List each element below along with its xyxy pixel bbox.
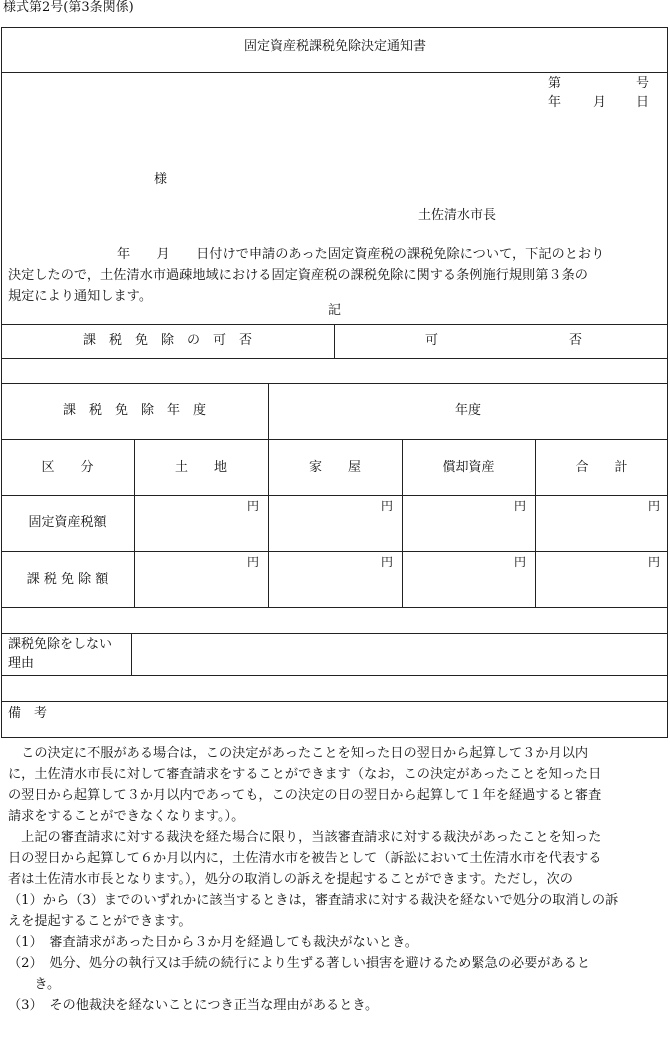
ki-label: 記 [328,303,342,318]
notice-item-2: （2） 処分、処分の執行又は手続の続行により生ずる著しい損害を避けるため緊急の必要があると [8,956,591,971]
notice-line: 請求をすることができなくなります。）。 [8,809,245,824]
yen-unit: 円 [648,499,661,513]
notice-item-1: （1） 審査請求があった日から３か月を経過しても裁決がないとき。 [8,935,418,950]
notice-line: に，土佐清水市長に対して審査請求をすることができます（なお，この決定があったことを知った日 [8,767,602,782]
appeal-notice [8,743,668,1016]
addressee-suffix: 様 [154,172,168,187]
body-line: 規定により通知します。 [8,289,153,304]
notice-line: この決定に不服がある場合は，この決定があったことを知った日の翌日から起算して３か月以内 [8,746,589,761]
issuer-name: 土佐清水市長 [418,208,497,223]
body-line: 年 月 日付けで申請のあった固定資産税の課税免除について，下記のとおり [117,247,605,262]
yen-unit: 円 [648,555,661,569]
date-year: 年 [548,95,562,110]
year-value: 年度 [454,403,481,418]
row-label-exemption-amount: 課 税 免 除 額 [26,572,109,587]
row-label-tax-amount: 固定資産税額 [28,515,107,530]
yen-unit: 円 [381,555,394,569]
body-paragraph [8,244,664,307]
yen-unit: 円 [247,499,260,513]
rule-approval-bottom [1,358,668,359]
header-depreciable: 償却資産 [442,460,495,475]
approval-ka: 可 [425,333,439,348]
notice-line: えを提起することができます。 [8,914,192,929]
rule-approval-split [334,324,335,358]
yen-unit: 円 [381,499,394,513]
notice-line: 者は土佐清水市長となります。），処分の取消しの訴えを提起することができます。ただし，次の [8,872,573,887]
notice-item-3: （3） その他裁決を経ないことにつき正当な理由があるとき。 [8,998,379,1013]
notice-line: （1）から（3）までのいずれかに該当するときは，審査請求に対する裁決を経ないで処分の取消しの訴 [8,893,619,908]
notice-line: 日の翌日から起算して６か月以内に，土佐清水市を被告として（訴訟において土佐清水市を代表する [8,851,602,866]
rule-spacer2-bottom [1,633,668,634]
yen-unit: 円 [514,499,527,513]
rule-spacer3-bottom [1,701,668,702]
header-total: 合 計 [575,460,628,475]
date-day: 日 [636,95,650,110]
doc-number-go: 号 [636,76,650,91]
rule-year-bottom [1,439,668,440]
rule-reason-split [131,633,132,675]
document-title: 固定資産税課税免除決定通知書 [243,39,426,54]
rule-reason-bottom [1,675,668,676]
year-label: 課 税 免 除 年 度 [62,403,206,418]
notice-item-2-cont: き。 [8,977,61,992]
remarks-label: 備 考 [8,706,48,721]
date-month: 月 [593,95,607,110]
rule-title-bottom [1,72,668,73]
rule-row2-bottom [1,607,668,608]
yen-unit: 円 [514,555,527,569]
notice-line: の翌日から起算して３か月以内であっても，この決定の日の翌日から起算して１年を経過すると審査 [8,788,602,803]
doc-number-dai: 第 [548,76,562,91]
reason-label-line2: 理由 [8,656,35,671]
form-label: 様式第2号(第3条関係) [3,0,134,15]
header-house: 家 屋 [308,460,361,475]
rule-spacer-bottom [1,383,668,384]
reason-label-line1: 課税免除をしない [8,637,113,652]
yen-unit: 円 [247,555,260,569]
approval-label: 課 税 免 除 の 可 否 [82,333,252,348]
rule-header-bottom [1,495,668,496]
approval-hi: 否 [569,333,583,348]
header-kubun: 区 分 [41,460,94,475]
rule-row1-bottom [1,551,668,552]
body-line: 決定したので，土佐清水市過疎地域における固定資産税の課税免除に関する条例施行規則第３条の [8,268,588,283]
notice-line: 上記の審査請求に対する裁決を経た場合に限り，当該審査請求に対する裁決があったことを知った [8,830,602,845]
header-land: 土 地 [174,460,227,475]
